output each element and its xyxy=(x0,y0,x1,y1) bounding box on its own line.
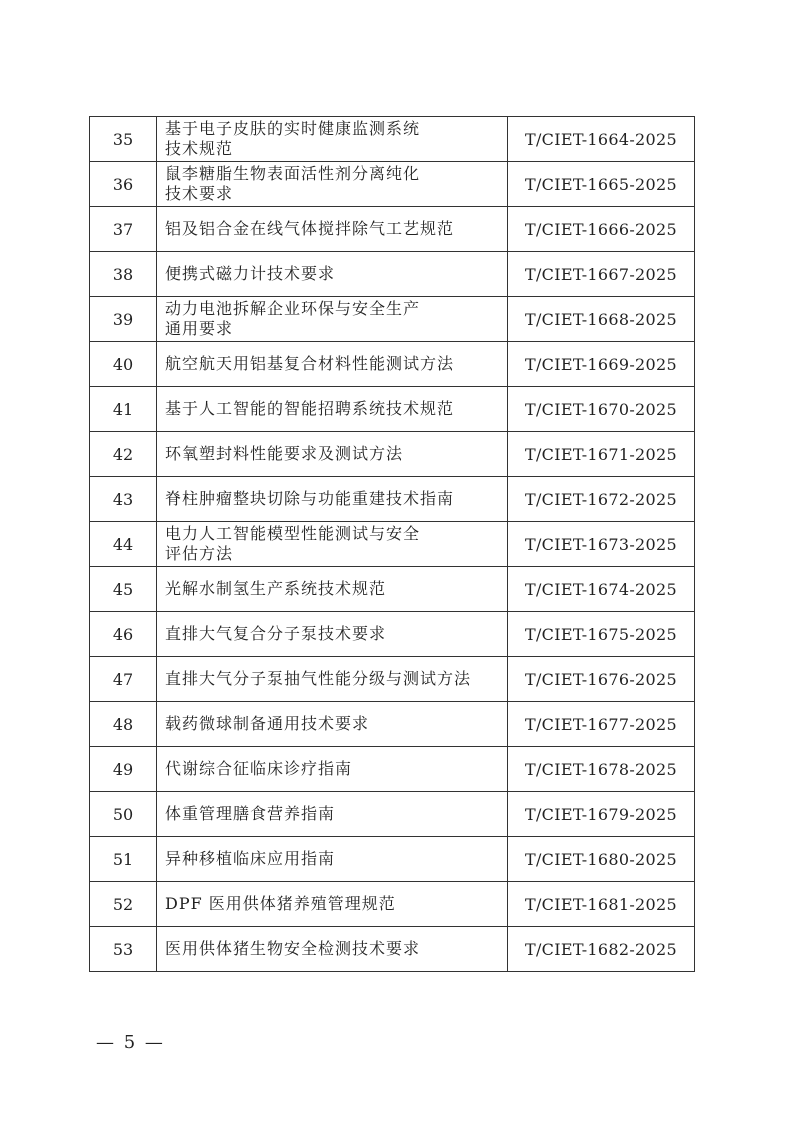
standards-table xyxy=(89,116,695,972)
row-number: 42 xyxy=(90,432,157,477)
standard-code: T/CIET-1680-2025 xyxy=(508,837,695,882)
row-number: 53 xyxy=(90,927,157,972)
table-row xyxy=(90,792,695,837)
table-row xyxy=(90,657,695,702)
standard-title-line: 基于电子皮肤的实时健康监测系统 xyxy=(165,119,421,138)
standard-title-line: 载药微球制备通用技术要求 xyxy=(165,714,370,733)
standard-title xyxy=(157,162,508,207)
table-row xyxy=(90,837,695,882)
standard-title-line: 便携式磁力计技术要求 xyxy=(165,264,336,283)
standard-code: T/CIET-1665-2025 xyxy=(508,162,695,207)
standard-title-line: 鼠李糖脂生物表面活性剂分离纯化 xyxy=(165,164,421,183)
row-number: 44 xyxy=(90,522,157,567)
standard-title xyxy=(157,477,508,522)
table-row xyxy=(90,522,695,567)
standard-title xyxy=(157,522,508,567)
row-number: 39 xyxy=(90,297,157,342)
row-number: 52 xyxy=(90,882,157,927)
row-number: 45 xyxy=(90,567,157,612)
standard-code: T/CIET-1666-2025 xyxy=(508,207,695,252)
standard-title xyxy=(157,117,508,162)
standard-code: T/CIET-1673-2025 xyxy=(508,522,695,567)
standard-title-line: 代谢综合征临床诊疗指南 xyxy=(165,759,353,778)
table-row xyxy=(90,747,695,792)
standard-title xyxy=(157,702,508,747)
standard-code: T/CIET-1676-2025 xyxy=(508,657,695,702)
standard-title-line: 脊柱肿瘤整块切除与功能重建技术指南 xyxy=(165,489,455,508)
standard-title xyxy=(157,882,508,927)
standard-code: T/CIET-1678-2025 xyxy=(508,747,695,792)
standard-code: T/CIET-1674-2025 xyxy=(508,567,695,612)
table-row xyxy=(90,702,695,747)
row-number: 48 xyxy=(90,702,157,747)
row-number: 40 xyxy=(90,342,157,387)
row-number: 50 xyxy=(90,792,157,837)
standard-title xyxy=(157,297,508,342)
table-row xyxy=(90,117,695,162)
standard-title-line: 异种移植临床应用指南 xyxy=(165,849,336,868)
row-number: 51 xyxy=(90,837,157,882)
standard-title-line: 医用供体猪生物安全检测技术要求 xyxy=(165,939,421,958)
standard-code: T/CIET-1668-2025 xyxy=(508,297,695,342)
standard-title-line: 环氧塑封料性能要求及测试方法 xyxy=(165,444,404,463)
standard-title-line: 技术规范 xyxy=(165,139,234,158)
standard-title-line: 直排大气分子泵抽气性能分级与测试方法 xyxy=(165,669,472,688)
standard-code: T/CIET-1664-2025 xyxy=(508,117,695,162)
standard-title-line: 体重管理膳食营养指南 xyxy=(165,804,336,823)
standard-code: T/CIET-1677-2025 xyxy=(508,702,695,747)
standard-title-line: DPF 医用供体猪养殖管理规范 xyxy=(165,894,396,913)
standard-title-line: 技术要求 xyxy=(165,184,234,203)
table-row xyxy=(90,342,695,387)
standard-title-line: 铝及铝合金在线气体搅拌除气工艺规范 xyxy=(165,219,455,238)
standard-code: T/CIET-1679-2025 xyxy=(508,792,695,837)
standard-code: T/CIET-1681-2025 xyxy=(508,882,695,927)
row-number: 38 xyxy=(90,252,157,297)
row-number: 36 xyxy=(90,162,157,207)
standard-title xyxy=(157,567,508,612)
standard-code: T/CIET-1672-2025 xyxy=(508,477,695,522)
standard-code: T/CIET-1682-2025 xyxy=(508,927,695,972)
table-row xyxy=(90,207,695,252)
row-number: 46 xyxy=(90,612,157,657)
table-row xyxy=(90,252,695,297)
standard-code: T/CIET-1671-2025 xyxy=(508,432,695,477)
table-row xyxy=(90,882,695,927)
standard-title xyxy=(157,342,508,387)
standard-title xyxy=(157,927,508,972)
row-number: 49 xyxy=(90,747,157,792)
standards-table-body xyxy=(90,117,695,972)
standard-title-line: 评估方法 xyxy=(165,544,234,563)
row-number: 43 xyxy=(90,477,157,522)
table-row xyxy=(90,432,695,477)
standard-title xyxy=(157,612,508,657)
standard-title-line: 光解水制氢生产系统技术规范 xyxy=(165,579,387,598)
page-number: — 5 — xyxy=(96,1032,165,1053)
standard-code: T/CIET-1667-2025 xyxy=(508,252,695,297)
row-number: 47 xyxy=(90,657,157,702)
table-row xyxy=(90,927,695,972)
table-row xyxy=(90,387,695,432)
table-row xyxy=(90,567,695,612)
standard-title xyxy=(157,837,508,882)
standard-title xyxy=(157,792,508,837)
standard-title-line: 通用要求 xyxy=(165,319,234,338)
standard-title xyxy=(157,432,508,477)
row-number: 41 xyxy=(90,387,157,432)
standard-code: T/CIET-1675-2025 xyxy=(508,612,695,657)
row-number: 37 xyxy=(90,207,157,252)
standard-title-line: 直排大气复合分子泵技术要求 xyxy=(165,624,387,643)
standard-title-line: 基于人工智能的智能招聘系统技术规范 xyxy=(165,399,455,418)
standard-title xyxy=(157,657,508,702)
standard-code: T/CIET-1669-2025 xyxy=(508,342,695,387)
standard-title xyxy=(157,252,508,297)
standard-code: T/CIET-1670-2025 xyxy=(508,387,695,432)
standard-title-line: 电力人工智能模型性能测试与安全 xyxy=(165,524,421,543)
standard-title xyxy=(157,207,508,252)
table-row xyxy=(90,477,695,522)
standard-title-line: 航空航天用铝基复合材料性能测试方法 xyxy=(165,354,455,373)
row-number: 35 xyxy=(90,117,157,162)
standard-title xyxy=(157,747,508,792)
table-row xyxy=(90,162,695,207)
standard-title xyxy=(157,387,508,432)
table-row xyxy=(90,297,695,342)
table-row xyxy=(90,612,695,657)
standard-title-line: 动力电池拆解企业环保与安全生产 xyxy=(165,299,421,318)
